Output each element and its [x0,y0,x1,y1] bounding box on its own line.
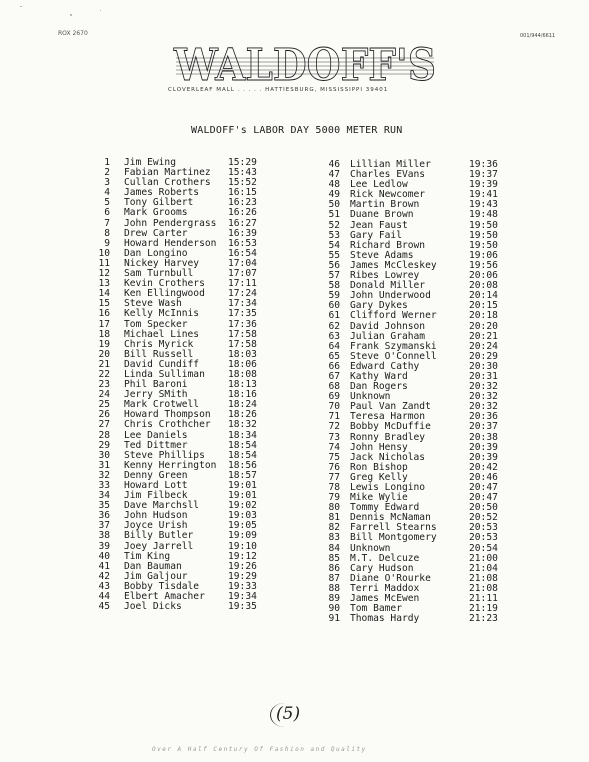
finish-time: 20:53 [469,532,498,544]
runner-name: Dan Rogers [350,381,408,393]
finish-time: 20:20 [469,320,498,332]
finish-time: 19:36 [469,159,498,170]
finish-time: 18:32 [228,419,257,431]
runner-name: John Hudson [124,510,188,522]
finish-time: 16:39 [228,227,257,239]
result-place: 33 [98,480,110,491]
runner-name: Joyce Urish [124,520,188,532]
finish-time: 21:23 [469,613,498,625]
runner-name: Tommy Edward [350,502,420,514]
results-column-left [88,157,257,613]
runner-name: Lewis Longino [350,482,426,493]
runner-name: Bill Russell [124,348,194,360]
runner-name: Michael Lines [124,328,200,340]
result-place: 31 [98,459,110,471]
result-place: 27 [98,419,110,431]
finish-time: 16:54 [228,247,257,259]
result-place: 54 [328,239,340,251]
runner-name: Kenny Herrington [124,459,217,471]
scan-speck [70,14,72,16]
finish-time: 20:24 [469,340,498,352]
result-place: 78 [328,482,340,493]
result-place: 9 [104,237,110,249]
finish-time: 16:15 [228,187,257,199]
finish-time: 19:06 [469,249,498,261]
result-place: 88 [328,582,340,594]
finish-time: 20:54 [469,542,498,554]
finish-time: 20:42 [469,461,498,473]
runner-name: Kathy Ward [350,370,408,382]
finish-time: 20:32 [469,381,498,393]
runner-name: Martin Brown [350,199,420,211]
runner-name: Diane O'Rourke [350,572,431,584]
results-column-right [318,159,498,625]
result-place: 67 [328,370,340,382]
finish-time: 16:53 [228,237,257,249]
result-place: 32 [98,469,110,481]
runner-name: Teresa Harmon [350,411,426,423]
runner-name: Howard Henderson [124,237,217,249]
finish-time: 19:56 [469,259,498,271]
runner-name: Cary Hudson [350,562,414,574]
finish-time: 15:52 [228,177,257,189]
runner-name: Jack Nicholas [350,451,426,463]
runner-name: Tim King [124,550,171,562]
result-place: 35 [98,500,110,512]
runner-name: Mike Wylie [350,492,408,504]
result-place: 34 [98,490,110,502]
runner-name: Unknown [350,542,391,554]
runner-name: Elbert Amacher [124,591,205,603]
result-place: 38 [98,530,110,542]
finish-time: 21:08 [469,582,498,594]
finish-time: 19:50 [469,239,498,251]
finish-time: 17:34 [228,298,257,310]
result-place: 53 [328,229,340,241]
runner-name: Bobby Tisdale [124,580,200,592]
result-place: 5 [104,197,110,209]
runner-name: John Hensy [350,441,408,453]
result-place: 77 [328,471,340,483]
runner-name: Thomas Hardy [350,613,420,625]
finish-time: 19:12 [228,550,257,562]
runner-name: Greg Kelly [350,471,408,483]
result-place: 60 [328,300,340,312]
runner-name: Tom Specker [124,318,188,330]
finish-time: 20:32 [469,391,498,403]
runner-name: Bill Montgomery [350,532,437,544]
finish-time: 20:53 [469,522,498,534]
finish-time: 20:39 [469,441,498,453]
runner-name: Julian Graham [350,330,426,342]
result-place: 2 [104,167,110,179]
store-address: CLOVERLEAF MALL . . . . . HATTIESBURG, MISSISSIPPI 39401 [168,87,389,93]
result-place: 85 [328,552,340,564]
runner-name: Jean Faust [350,219,408,231]
finish-time: 20:47 [469,492,498,504]
runner-name: James McCleskey [350,259,437,271]
runner-name: Unknown [350,391,391,403]
result-place: 39 [98,540,110,552]
runner-name: Duane Brown [350,209,414,221]
result-place: 41 [98,560,110,572]
runner-name: Mark Grooms [124,207,188,219]
runner-name: Lee Ledlow [350,179,408,191]
finish-time: 18:16 [228,389,257,401]
runner-name: Lillian Miller [350,159,431,170]
runner-name: David Cundiff [124,358,200,370]
runner-name: Steve Adams [350,249,414,261]
finish-time: 17:24 [228,288,257,300]
result-place: 46 [328,159,340,170]
result-place: 70 [328,401,340,413]
result-place: 43 [98,580,110,592]
result-place: 50 [328,199,340,211]
runner-name: John Underwood [350,290,431,302]
result-place: 81 [328,512,340,524]
result-place: 75 [328,451,340,463]
finish-time: 20:15 [469,300,498,312]
result-place: 6 [104,207,110,219]
runner-name: Farrell Stearns [350,522,437,534]
waldoffs-logo [170,42,440,88]
runner-name: Sam Turnbull [124,268,194,280]
finish-time: 18:54 [228,439,257,451]
runner-name: Gary Fail [350,229,402,241]
runner-name: Dan Longino [124,247,188,259]
result-place: 37 [98,520,110,532]
runner-name: Rick Newcomer [350,189,426,201]
runner-name: Howard Lott [124,480,188,491]
runner-name: Denny Green [124,469,188,481]
runner-name: Ted Dittmer [124,439,188,451]
finish-time: 19:10 [228,540,257,552]
result-place: 76 [328,461,340,473]
result-place: 56 [328,259,340,271]
runner-name: Terri Maddox [350,582,420,594]
finish-time: 19:50 [469,229,498,241]
finish-time: 18:57 [228,469,257,481]
result-place: 26 [98,409,110,421]
result-place: 19 [98,338,110,350]
finish-time: 20:21 [469,330,498,342]
finish-time: 19:35 [228,601,257,613]
runner-name: Kevin Crothers [124,278,205,290]
runner-name: Lee Daniels [124,429,188,441]
result-place: 44 [98,591,110,603]
runner-name: M.T. Delcuze [350,552,420,564]
finish-time: 20:46 [469,471,498,483]
runner-name: Joel Dicks [124,601,182,613]
result-place: 65 [328,350,340,362]
finish-time: 18:24 [228,399,257,411]
finish-time: 19:41 [469,189,498,201]
finish-time: 16:23 [228,197,257,209]
finish-time: 16:27 [228,217,257,229]
runner-name: Billy Butler [124,530,194,542]
result-place: 87 [328,572,340,584]
result-place: 45 [98,601,110,613]
finish-time: 21:08 [469,572,498,584]
finish-time: 17:36 [228,318,257,330]
page-number: (5) [276,704,301,724]
result-place: 36 [98,510,110,522]
runner-name: Paul Van Zandt [350,401,431,413]
result-place: 62 [328,320,340,332]
finish-time: 20:47 [469,482,498,493]
result-place: 71 [328,411,340,423]
runner-name: Ribes Lowrey [350,270,420,282]
runner-name: Bobby McDuffie [350,421,431,433]
finish-time: 19:02 [228,500,257,512]
document-code-left: ROX 2670 [58,30,88,37]
logo-graphic [170,42,440,88]
runner-name: John Pendergrass [124,217,217,229]
runner-name: James Roberts [124,187,200,199]
runner-name: Phil Baroni [124,379,188,391]
finish-time: 19:39 [469,179,498,191]
finish-time: 19:34 [228,591,257,603]
result-place: 90 [328,603,340,615]
finish-time: 18:03 [228,348,257,360]
logo-text: WALDOFF'S [173,42,436,88]
finish-time: 20:39 [469,451,498,463]
runner-name: Dan Bauman [124,560,182,572]
runner-name: Richard Brown [350,239,426,251]
runner-name: Steve Wash [124,298,182,310]
finish-time: 19:01 [228,490,257,502]
finish-time: 17:11 [228,278,257,290]
finish-time: 19:01 [228,480,257,491]
result-place: 80 [328,502,340,514]
result-place: 86 [328,562,340,574]
result-place: 14 [98,288,110,300]
result-place: 55 [328,249,340,261]
finish-time: 20:37 [469,421,498,433]
result-place: 72 [328,421,340,433]
finish-time: 17:58 [228,338,257,350]
finish-time: 20:14 [469,290,498,302]
result-place: 17 [98,318,110,330]
result-place: 8 [104,227,110,239]
runner-name: Jim Ewing [124,157,176,168]
runner-name: Chris Myrick [124,338,194,350]
result-place: 21 [98,358,110,370]
result-place: 10 [98,247,110,259]
result-place: 69 [328,391,340,403]
runner-name: Charles EVans [350,169,426,181]
finish-time: 19:03 [228,510,257,522]
runner-name: Kelly McInnis [124,308,200,320]
result-place: 82 [328,522,340,534]
runner-name: Drew Carter [124,227,188,239]
result-place: 42 [98,570,110,582]
result-place: 11 [98,257,110,269]
result-place: 74 [328,441,340,453]
finish-time: 20:18 [469,310,498,322]
result-row [88,308,257,320]
finish-time: 19:33 [228,580,257,592]
finish-time: 15:29 [228,157,257,168]
runner-name: Jerry SMith [124,389,188,401]
result-place: 89 [328,593,340,605]
result-place: 18 [98,328,110,340]
result-place: 83 [328,532,340,544]
result-place: 48 [328,179,340,191]
finish-time: 20:06 [469,270,498,282]
result-place: 66 [328,360,340,372]
result-row [88,601,257,613]
result-place: 49 [328,189,340,201]
runner-name: Gary Dykes [350,300,408,312]
runner-name: Linda Sulliman [124,368,205,380]
finish-time: 19:05 [228,520,257,532]
scan-speck [100,10,101,11]
finish-time: 19:09 [228,530,257,542]
runner-name: David Johnson [350,320,426,332]
finish-time: 15:43 [228,167,257,179]
finish-time: 19:43 [469,199,498,211]
result-place: 63 [328,330,340,342]
runner-name: Frank Szymanski [350,340,437,352]
finish-time: 18:56 [228,459,257,471]
result-place: 79 [328,492,340,504]
runner-name: Dave Marchsll [124,500,200,512]
result-place: 73 [328,431,340,443]
result-place: 16 [98,308,110,320]
scan-speck [20,6,22,7]
finish-time: 20:30 [469,360,498,372]
runner-name: Tony Gilbert [124,197,194,209]
document-code-right: 001/944/6611 [520,33,556,39]
result-place: 4 [104,187,110,199]
result-place: 61 [328,310,340,322]
finish-time: 20:29 [469,350,498,362]
finish-time: 17:35 [228,308,257,320]
finish-time: 17:04 [228,257,257,269]
result-place: 40 [98,550,110,562]
runner-name: Edward Cathy [350,360,420,372]
result-row [318,613,498,625]
result-place: 52 [328,219,340,231]
runner-name: Jim Filbeck [124,490,188,502]
runner-name: Jim Galjour [124,570,188,582]
result-place: 24 [98,389,110,401]
finish-time: 21:19 [469,603,498,615]
runner-name: Dennis McNaman [350,512,431,524]
result-place: 30 [98,449,110,461]
result-place: 68 [328,381,340,393]
finish-time: 18:06 [228,358,257,370]
result-place: 1 [104,157,110,168]
finish-time: 19:48 [469,209,498,221]
finish-time: 18:13 [228,379,257,391]
result-place: 91 [328,613,340,625]
finish-time: 19:50 [469,219,498,231]
result-place: 13 [98,278,110,290]
finish-time: 16:26 [228,207,257,219]
finish-time: 19:29 [228,570,257,582]
runner-name: Ronny Bradley [350,431,426,443]
result-place: 20 [98,348,110,360]
finish-time: 20:50 [469,502,498,514]
runner-name: Joey Jarrell [124,540,194,552]
runner-name: Steve Phillips [124,449,205,461]
runner-name: Mark Crotwell [124,399,200,411]
finish-time: 17:58 [228,328,257,340]
runner-name: Cullan Crothers [124,177,211,189]
result-place: 47 [328,169,340,181]
result-place: 15 [98,298,110,310]
runner-name: Tom Bamer [350,603,402,615]
runner-name: Donald Miller [350,280,426,292]
finish-time: 21:00 [469,552,498,564]
result-row [318,310,498,322]
finish-time: 20:08 [469,280,498,292]
finish-time: 20:38 [469,431,498,443]
result-place: 64 [328,340,340,352]
footer-slogan: Over A Half Century Of Fashion and Quality [152,746,367,753]
result-place: 29 [98,439,110,451]
finish-time: 18:54 [228,449,257,461]
runner-name: Fabian Martinez [124,167,211,179]
result-place: 7 [104,217,110,229]
runner-name: Chris Crothcher [124,419,211,431]
result-place: 25 [98,399,110,411]
finish-time: 19:26 [228,560,257,572]
result-place: 84 [328,542,340,554]
finish-time: 17:07 [228,268,257,280]
finish-time: 20:32 [469,401,498,413]
result-place: 23 [98,379,110,391]
runner-name: Ken Ellingwood [124,288,205,300]
result-place: 51 [328,209,340,221]
finish-time: 21:04 [469,562,498,574]
finish-time: 18:34 [228,429,257,441]
finish-time: 20:36 [469,411,498,423]
finish-time: 20:31 [469,370,498,382]
result-place: 22 [98,368,110,380]
result-place: 28 [98,429,110,441]
runner-name: Clifford Werner [350,310,437,322]
runner-name: James McEwen [350,593,420,605]
result-place: 57 [328,270,340,282]
runner-name: Ron Bishop [350,461,408,473]
result-place: 3 [104,177,110,189]
finish-time: 21:11 [469,593,498,605]
finish-time: 20:52 [469,512,498,524]
finish-time: 18:26 [228,409,257,421]
runner-name: Howard Thompson [124,409,211,421]
result-place: 59 [328,290,340,302]
finish-time: 18:08 [228,368,257,380]
runner-name: Steve O'Connell [350,350,437,362]
runner-name: Nickey Harvey [124,257,200,269]
result-place: 12 [98,268,110,280]
page-title: WALDOFF's LABOR DAY 5000 METER RUN [191,125,403,136]
result-place: 58 [328,280,340,292]
finish-time: 19:37 [469,169,498,181]
